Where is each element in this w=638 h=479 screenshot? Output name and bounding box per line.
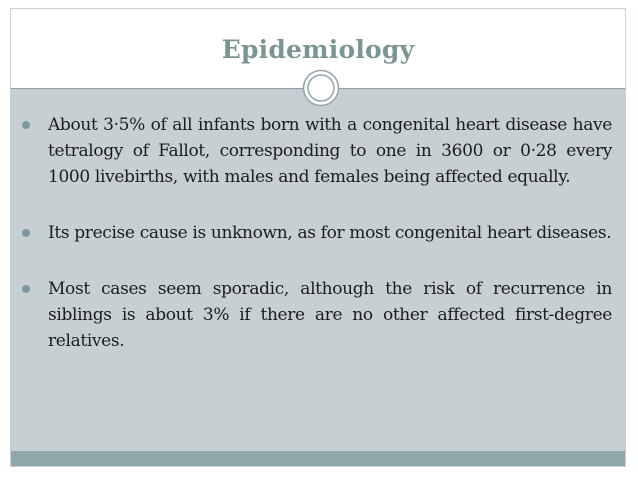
bullet-text: Most cases seem sporadic, although the risk of recurrence in siblings is about 3% if there are no other affected first-degree relatives. — [48, 279, 612, 351]
bottom-margin — [0, 473, 638, 479]
bullet-text: About 3·5% of all infants born with a congenital heart disease have tetralogy of Fallot, corresponding to one in 3600 or 0·28 every 1000 livebirths, with males and females being affected equally. — [48, 115, 612, 187]
bullet-dot-icon — [22, 229, 30, 237]
bullet-item — [22, 220, 612, 246]
footer-bar — [11, 451, 625, 466]
slide-title: Epidemiology — [221, 35, 415, 64]
bullet-dot-icon — [22, 285, 30, 293]
double-circle-icon — [302, 69, 340, 107]
bullet-item — [22, 276, 612, 354]
bullet-text: Its precise cause is unknown, as for most congenital heart diseases. — [48, 223, 612, 243]
bullet-item — [22, 112, 612, 190]
bullet-list — [22, 112, 612, 384]
bullet-dot-icon — [22, 121, 30, 129]
